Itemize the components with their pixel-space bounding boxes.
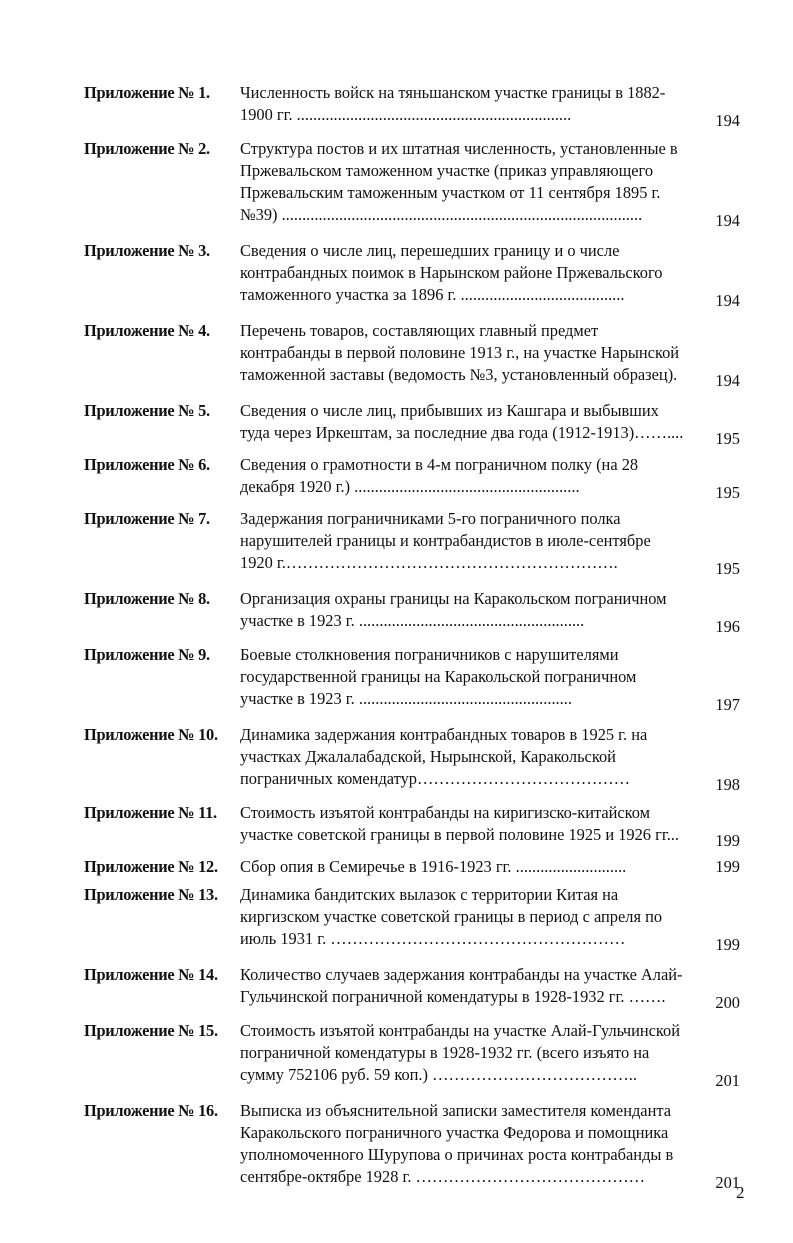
toc-entry-page-number: 199 bbox=[715, 857, 740, 876]
toc-entry-title-line: таможенного участка за 1896 г. ........................................ bbox=[240, 285, 625, 304]
toc-entry-label: Приложение № 5. bbox=[84, 401, 210, 420]
toc-entry-title-line: участке в 1923 г. ....................................................... bbox=[240, 611, 585, 630]
toc-entry-title-line: 1900 гг. ................................................................... bbox=[240, 105, 572, 124]
toc-entry-label: Приложение № 3. bbox=[84, 241, 210, 260]
toc-entry-title bbox=[240, 1100, 692, 1188]
toc-entry-label: Приложение № 6. bbox=[84, 455, 210, 474]
toc-entry-title-line: государственной границы на Каракольской пограничном bbox=[240, 667, 637, 686]
toc-entry-title-line: Численность войск на тяньшанском участке границы в 1882- bbox=[240, 83, 666, 102]
toc-entry-label: Приложение № 15. bbox=[84, 1021, 218, 1040]
toc-entry-title-line: пограничной комендатуры в 1928-1932 гг. (всего изъято на bbox=[240, 1043, 650, 1062]
toc-entry-label: Приложение № 9. bbox=[84, 645, 210, 664]
toc-entry-title-line: №39) ........................................................................................ bbox=[240, 205, 643, 224]
toc-entry-title bbox=[240, 644, 692, 710]
toc-entry-title-line: Выписка из объяснительной записки заместителя коменданта bbox=[240, 1101, 671, 1120]
toc-entry bbox=[84, 400, 744, 448]
toc-entry-page-number: 195 bbox=[715, 429, 740, 448]
toc-entry-title bbox=[240, 138, 692, 226]
toc-entry-title-line: Структура постов и их штатная численность, установленные в bbox=[240, 139, 678, 158]
toc-entry bbox=[84, 320, 744, 390]
toc-entry-label: Приложение № 11. bbox=[84, 803, 217, 822]
toc-entry-page-number: 194 bbox=[715, 291, 740, 310]
toc-entry-title-line: участках Джалалабадской, Нырынской, Каракольской bbox=[240, 747, 616, 766]
toc-entry-title bbox=[240, 454, 692, 498]
toc-entry bbox=[84, 508, 744, 578]
toc-entry-title-line: сентябре-октябре 1928 г. …………………………………… bbox=[240, 1167, 646, 1186]
toc-entry-title-line: декабря 1920 г.) ....................................................... bbox=[240, 477, 580, 496]
toc-entry bbox=[84, 588, 744, 636]
toc-entry bbox=[84, 138, 744, 230]
toc-entry-page-number: 201 bbox=[715, 1071, 740, 1090]
toc-entry-page-number: 195 bbox=[715, 559, 740, 578]
toc-entry-title-line: Каракольского пограничного участка Федорова и помощника bbox=[240, 1123, 669, 1142]
toc-entry-label: Приложение № 8. bbox=[84, 589, 210, 608]
toc-entry-title-line: Гульчинской пограничной комендатуры в 1928-1932 гг. ……. bbox=[240, 987, 666, 1006]
toc-entry-title bbox=[240, 400, 692, 444]
toc-entry-page-number: 201 bbox=[715, 1173, 740, 1192]
toc-entry bbox=[84, 964, 744, 1012]
toc-entry-page-number: 197 bbox=[715, 695, 740, 714]
toc-entry-label: Приложение № 16. bbox=[84, 1101, 218, 1120]
toc-entry-title-line: Сведения о числе лиц, прибывших из Кашгара и выбывших bbox=[240, 401, 659, 420]
toc-entry-title bbox=[240, 508, 692, 574]
toc-entry-title-line: нарушителей границы и контрабандистов в июле-сентябре bbox=[240, 531, 651, 550]
toc-entry-title bbox=[240, 240, 692, 306]
toc-entry-title-line: Пржевальском таможенном участке (приказ управляющего bbox=[240, 161, 654, 180]
toc-entry-title-line: июль 1931 г. ……………………………………………… bbox=[240, 929, 626, 948]
toc-entry-label: Приложение № 13. bbox=[84, 885, 218, 904]
toc-entry bbox=[84, 856, 744, 878]
toc-entry-title bbox=[240, 856, 692, 878]
toc-entry bbox=[84, 884, 744, 954]
toc-entry bbox=[84, 1020, 744, 1090]
toc-entry-title-line: киргизском участке советской границы в период с апреля по bbox=[240, 907, 663, 926]
page-number: 2 bbox=[736, 1183, 745, 1202]
table-of-contents bbox=[84, 82, 744, 1192]
toc-entry bbox=[84, 240, 744, 310]
toc-entry-page-number: 198 bbox=[715, 775, 740, 794]
toc-entry-title-line: таможенной заставы (ведомость №3, установленный образец). bbox=[240, 365, 678, 384]
toc-entry-title-line: Количество случаев задержания контрабанды на участке Алай- bbox=[240, 965, 683, 984]
toc-entry-title bbox=[240, 964, 692, 1008]
toc-entry-title-line: пограничных комендатур………………………………… bbox=[240, 769, 631, 788]
toc-entry-title-line: Перечень товаров, составляющих главный предмет bbox=[240, 321, 599, 340]
toc-entry-title-line: участке в 1923 г. .................................................... bbox=[240, 689, 572, 708]
toc-entry-title-line: Стоимость изъятой контрабанды на участке Алай-Гульчинской bbox=[240, 1021, 681, 1040]
toc-entry-title-line: Динамика бандитских вылазок с территории Китая на bbox=[240, 885, 619, 904]
toc-entry-title-line: Пржевальским таможенным участком от 11 сентября 1895 г. bbox=[240, 183, 661, 202]
toc-entry-title-line: уполномоченного Шурупова о причинах роста контрабанды в bbox=[240, 1145, 674, 1164]
toc-entry-label: Приложение № 4. bbox=[84, 321, 210, 340]
toc-entry-page-number: 194 bbox=[715, 211, 740, 230]
toc-entry bbox=[84, 644, 744, 714]
toc-entry-title bbox=[240, 884, 692, 950]
toc-entry-title bbox=[240, 82, 692, 126]
toc-entry-title bbox=[240, 588, 692, 632]
toc-entry-title-line: Организация охраны границы на Каракольском пограничном bbox=[240, 589, 667, 608]
toc-entry bbox=[84, 82, 744, 130]
toc-entry-title-line: Сведения о грамотности в 4-м пограничном полку (на 28 bbox=[240, 455, 639, 474]
toc-entry-title-line: участке советской границы в первой половине 1925 и 1926 гг... bbox=[240, 825, 679, 844]
toc-entry bbox=[84, 724, 744, 794]
toc-entry-page-number: 199 bbox=[715, 935, 740, 954]
toc-entry bbox=[84, 454, 744, 502]
toc-entry-page-number: 195 bbox=[715, 483, 740, 502]
toc-entry-page-number: 200 bbox=[715, 993, 740, 1012]
toc-entry-page-number: 194 bbox=[715, 111, 740, 130]
toc-entry-title-line: Стоимость изъятой контрабанды на киригизско-китайском bbox=[240, 803, 651, 822]
toc-entry bbox=[84, 802, 744, 850]
toc-entry-title-line: Задержания пограничниками 5-го пограничного полка bbox=[240, 509, 621, 528]
toc-entry-label: Приложение № 12. bbox=[84, 857, 218, 876]
toc-entry bbox=[84, 1100, 744, 1192]
toc-entry-page-number: 194 bbox=[715, 371, 740, 390]
toc-entry-title-line: 1920 г.……………………………………………………. bbox=[240, 553, 618, 572]
toc-entry-page-number: 196 bbox=[715, 617, 740, 636]
toc-entry-title-line: туда через Иркештам, за последние два года (1912-1913)…….... bbox=[240, 423, 684, 442]
toc-entry-title-line: контрабандных поимок в Нарынском районе Пржевальского bbox=[240, 263, 663, 282]
toc-entry-page-number: 199 bbox=[715, 831, 740, 850]
toc-entry-label: Приложение № 7. bbox=[84, 509, 210, 528]
toc-entry-title-line: Сбор опия в Семиречье в 1916-1923 гг. ........................... bbox=[240, 857, 627, 876]
toc-entry-title-line: контрабанды в первой половине 1913 г., на участке Нарынской bbox=[240, 343, 680, 362]
toc-entry-label: Приложение № 14. bbox=[84, 965, 218, 984]
toc-entry-title-line: Сведения о числе лиц, перешедших границу и о числе bbox=[240, 241, 620, 260]
toc-entry-label: Приложение № 1. bbox=[84, 83, 210, 102]
toc-entry-title-line: Боевые столкновения пограничников с нарушителями bbox=[240, 645, 619, 664]
toc-entry-title bbox=[240, 724, 692, 790]
toc-entry-title-line: Динамика задержания контрабандных товаров в 1925 г. на bbox=[240, 725, 648, 744]
toc-entry-title bbox=[240, 1020, 692, 1086]
toc-entry-title bbox=[240, 802, 692, 846]
toc-entry-title-line: сумму 752106 руб. 59 коп.) ……………………………….. bbox=[240, 1065, 637, 1084]
toc-entry-label: Приложение № 2. bbox=[84, 139, 210, 158]
toc-entry-label: Приложение № 10. bbox=[84, 725, 218, 744]
toc-entry-title bbox=[240, 320, 692, 386]
